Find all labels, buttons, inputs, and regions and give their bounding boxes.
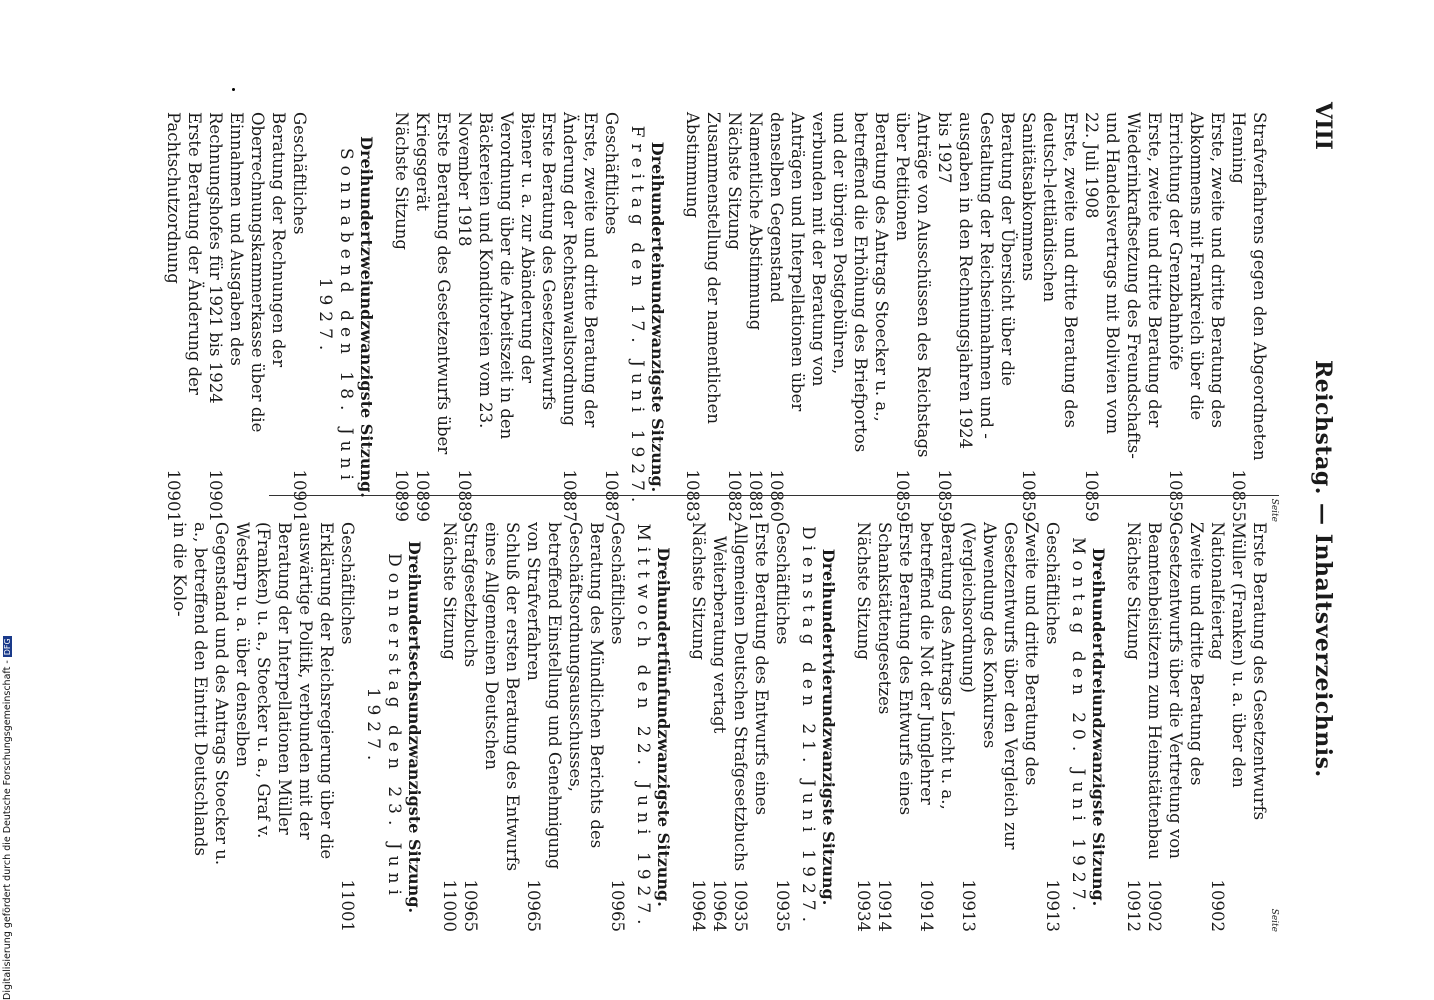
toc-entry[interactable]: Zweite und dritte Beratung des Gesetzentwurfs über den Vergleich zur Abwendung des Konkurses (Vergleichsordnung) 10913 [959, 522, 1041, 932]
toc-entry[interactable]: Erste, zweite und dritte Beratung des deutsch-lettländischen Sanitätsabkommens 10859 [1019, 112, 1080, 522]
toc-entry[interactable]: Zweite und dritte Beratung des Gesetzentwurfs über die Vertretung von Beamtenbeisitzern zum Heimstättenbau 10902 [1145, 522, 1206, 932]
session-date: Freitag den 17. Juni 1927. [627, 125, 647, 509]
toc-entry[interactable]: Geschäftliches 10965 [608, 522, 627, 932]
toc-entry[interactable]: Zusammenstellung der namentlichen Abstimmung 10883 [683, 112, 723, 522]
toc-entry[interactable]: Weiterberatung vertagt 10964 [710, 536, 729, 932]
toc-entry[interactable]: Geschäftliches 10887 [602, 112, 621, 522]
toc-entry[interactable]: Nächste Sitzung 10912 [1124, 522, 1143, 932]
toc-entry[interactable]: Nächste Sitzung 10899 [392, 112, 411, 522]
toc-entry[interactable]: Erklärung der Reichsregierung über die auswärtige Politik, verbunden mit der Beratung der Interpellationen Müller (Franken) u. a., Stoecker u. a., Graf v. Westarp u. a. über denselben Gegenstand und des Antrags Stoecker u. a., betreffend den Eintritt Deutschlands in die Kolo- [170, 522, 336, 866]
dfg-logo: DFG [3, 638, 12, 656]
toc-entry[interactable]: Beratung des Mündlichen Berichts des Geschäftsordnungsausschusses, betreffend Einstellung und Genehmigung von Strafverfahren 10965 [524, 522, 606, 932]
toc-entry[interactable]: Geschäftliches 11001 [338, 522, 357, 932]
seite-label: Seite [1269, 498, 1279, 522]
digitization-footer [2, 610, 16, 1000]
toc-entry[interactable]: Schluß der ersten Beratung des Entwurfs eines Allgemeinen Deutschen Strafgesetzbuchs 10965 [461, 522, 522, 932]
toc-entry[interactable]: Nächste Sitzung 10882 [725, 112, 744, 522]
toc-entry[interactable]: Erste Beratung des Entwurfs eines Allgemeinen Deutschen Strafgesetzbuchs 10935 [731, 522, 771, 932]
session-heading: Dreihundertzweiundzwanzigste Sitzung. [357, 136, 376, 498]
toc-entry[interactable]: Nächste Sitzung 10964 [689, 522, 708, 932]
toc-entry[interactable]: Beratung des Antrags Stoecker u. a., betreffend die Erhöhung des Briefportos und der übrigen Postgebühren, verbunden mit der Beratung von Anträgen und Interpellationen über denselben Gegenstand 10860 [767, 112, 891, 522]
toc-entry[interactable]: Geschäftliches 10901 [290, 112, 309, 522]
toc-entry[interactable]: Anträge von Ausschüssen des Reichstags über Petitionen 10859 [893, 112, 933, 522]
toc-entry[interactable]: Erste Beratung des Gesetzentwurfs Müller (Franken) u. a. über den Nationalfeiertag 10902 [1208, 522, 1269, 932]
toc-entry[interactable]: Beratung der Rechnungen der Oberrechnungskammerkasse über die Einnahmen und Ausgaben des Rechnungshofes für 1921 bis 1924 10901 [206, 112, 288, 522]
seite-label: Seite [1269, 908, 1279, 932]
session-heading: Dreihundertvierundzwanzigste Sitzung. [819, 548, 838, 906]
right-column [169, 522, 1284, 932]
toc-entry[interactable]: Geschäftliches 10913 [1043, 522, 1062, 932]
toc-entry[interactable]: Beratung des Antrags Leicht u. a., betreffend die Not der Junglehrer 10914 [917, 522, 957, 932]
left-column [163, 112, 1284, 522]
session-heading: Dreihundertsechsundzwanzigste Sitzung. [405, 540, 424, 914]
session-heading: Dreihundertfünfundzwanzigste Sitzung. [654, 547, 673, 907]
session-heading: Dreihundertdreiundzwanzigste Sitzung. [1089, 547, 1108, 907]
page-title: Reichstag. — Inhaltsverzeichnis. [1310, 360, 1336, 778]
session-heading: Dreihunderteinundzwanzigste Sitzung. [648, 141, 667, 493]
session-date: Dienstag den 21. Juni 1927. [798, 525, 818, 928]
toc-entry[interactable]: Erste, zweite und dritte Beratung der Wiederinkraftsetzung des Freundschafts- und Handelsvertrags mit Bolivien vom 22. Juli 1908 10859 [1082, 112, 1164, 522]
toc-entry[interactable]: Erste, zweite und dritte Beratung der Änderung der Rechtsanwaltsordnung 10887 [560, 112, 600, 522]
toc-entry[interactable]: Geschäftliches 10935 [773, 522, 792, 932]
page-number: VIII [1310, 102, 1336, 150]
session-date: Sonnabend den 18. Juni 1927. [315, 148, 356, 486]
toc-entry[interactable]: Nächste Sitzung 10934 [854, 522, 873, 932]
session-date: Mittwoch den 22. Juni 1927. [633, 523, 653, 931]
session-date: Montag den 20. Juni 1927. [1068, 537, 1088, 917]
toc-entry[interactable]: Strafverfahrens gegen den Abgeordneten Henning 10855 [1229, 112, 1269, 522]
running-header [1296, 0, 1336, 1000]
toc-entry[interactable]: Erste Beratung der Änderung der Pachtschutzordnung 10901 [164, 112, 204, 522]
toc-entry[interactable]: Namentliche Abstimmung 10881 [746, 112, 765, 522]
toc-entry[interactable]: Erste Beratung des Gesetzentwurfs Biener u. a. zur Abänderung der Verordnung über die Arbeitszeit in den Bäckereien und Konditoreien vom 23. November 1918 10889 [455, 112, 558, 522]
toc-entry[interactable]: Erste, zweite und dritte Beratung des Abkommens mit Frankreich über die Errichtung der Grenzbahnhöfe 10859 [1166, 112, 1227, 522]
toc-entry[interactable]: Erste Beratung des Gesetzentwurfs über Kriegsgerät 10899 [413, 112, 453, 522]
toc-entry[interactable]: Nächste Sitzung 11000 [440, 522, 459, 932]
footer-text: Digitalisierung gefördert durch die Deutsche Forschungsgemeinschaft - [2, 660, 13, 1000]
toc-entry[interactable]: Beratung der Übersicht über die Gestaltung der Reichseinnahmen und -ausgaben in den Rechnungsjahren 1924 bis 1927 10859 [935, 112, 1017, 522]
session-date: Donnerstag den 23. Juni 1927. [363, 553, 404, 901]
toc-entry[interactable]: Erste Beratung des Entwurfs eines Schankstättengesetzes 10914 [875, 522, 915, 932]
